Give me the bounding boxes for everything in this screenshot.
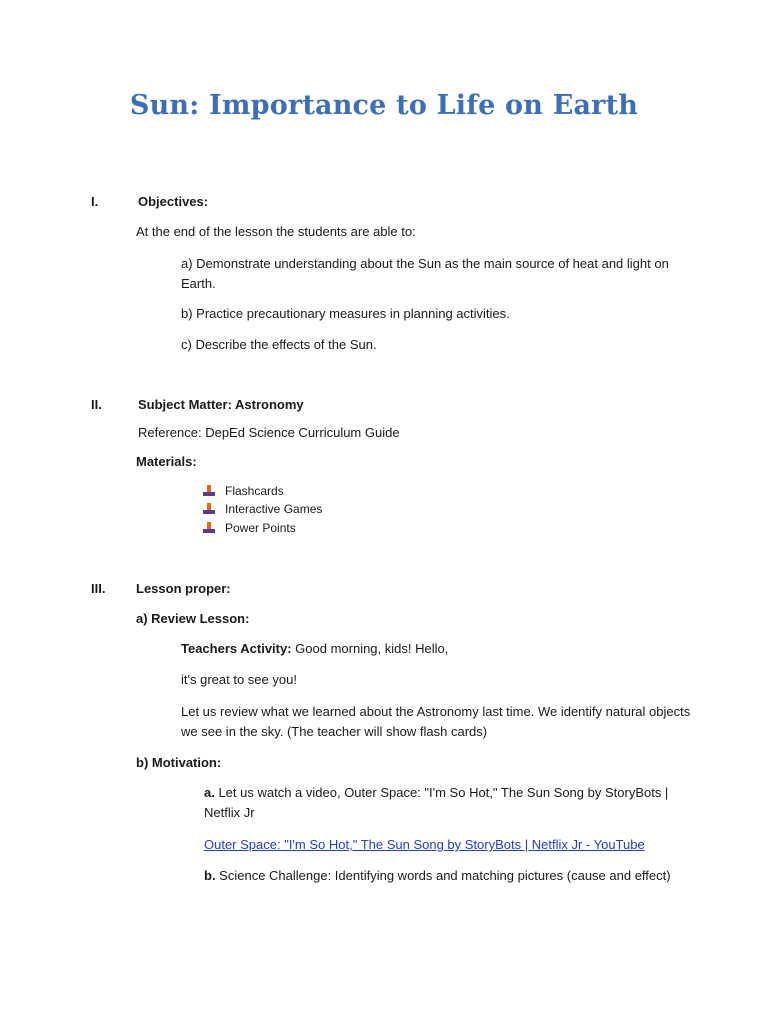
page-title: Sun: Importance to Life on Earth bbox=[129, 90, 639, 121]
teacher-activity-text: Good morning, kids! Hello, bbox=[291, 641, 449, 656]
material-label: Interactive Games bbox=[225, 502, 323, 516]
motivation-label: b) Motivation: bbox=[136, 755, 222, 770]
review-text: Let us review what we learned about the Astronomy last time. We identify natural objects we see in the sky. (The teacher will show flash cards) bbox=[181, 704, 691, 739]
material-label: Power Points bbox=[225, 521, 296, 535]
materials-label: Materials: bbox=[136, 454, 197, 469]
reference: Reference: DepEd Science Curriculum Guide bbox=[138, 425, 400, 440]
teacher-activity bbox=[181, 639, 448, 659]
objective-b: b) Practice precautionary measures in planning activities. bbox=[181, 306, 510, 321]
item-b-label: b. bbox=[204, 868, 216, 883]
subject-matter: Subject Matter: Astronomy bbox=[138, 397, 304, 412]
objective-a: a) Demonstrate understanding about the Sun as the main source of heat and light on Earth. bbox=[181, 256, 669, 291]
teacher-activity-label: Teachers Activity: bbox=[181, 641, 292, 656]
review-lesson-label: a) Review Lesson: bbox=[136, 611, 250, 626]
bullet-icon bbox=[203, 503, 215, 514]
objective-c: c) Describe the effects of the Sun. bbox=[181, 337, 377, 352]
section-1-number: I. bbox=[91, 194, 99, 209]
material-label: Flashcards bbox=[225, 484, 284, 498]
section-1-heading: Objectives: bbox=[138, 194, 209, 209]
bullet-icon bbox=[203, 522, 215, 533]
section-3-number: III. bbox=[91, 581, 106, 596]
item-a-label: a. bbox=[204, 785, 215, 800]
section-3-heading: Lesson proper: bbox=[136, 581, 231, 596]
motivation-item-a bbox=[204, 783, 690, 823]
bullet-icon bbox=[203, 485, 215, 496]
objectives-intro: At the end of the lesson the students are able to: bbox=[136, 224, 416, 239]
material-item bbox=[203, 500, 322, 518]
motivation-item-b bbox=[204, 866, 674, 886]
material-item bbox=[203, 482, 284, 500]
video-link[interactable]: Outer Space: "I'm So Hot," The Sun Song by StoryBots | Netflix Jr - YouTube bbox=[204, 837, 645, 852]
material-item bbox=[203, 519, 296, 537]
greeting-text: it's great to see you! bbox=[181, 672, 297, 687]
item-b-text: Science Challenge: Identifying words and matching pictures (cause and effect) bbox=[215, 868, 671, 883]
item-a-text: Let us watch a video, Outer Space: "I'm So Hot," The Sun Song by StoryBots | Netflix Jr bbox=[204, 785, 669, 820]
section-2-number: II. bbox=[91, 397, 102, 412]
